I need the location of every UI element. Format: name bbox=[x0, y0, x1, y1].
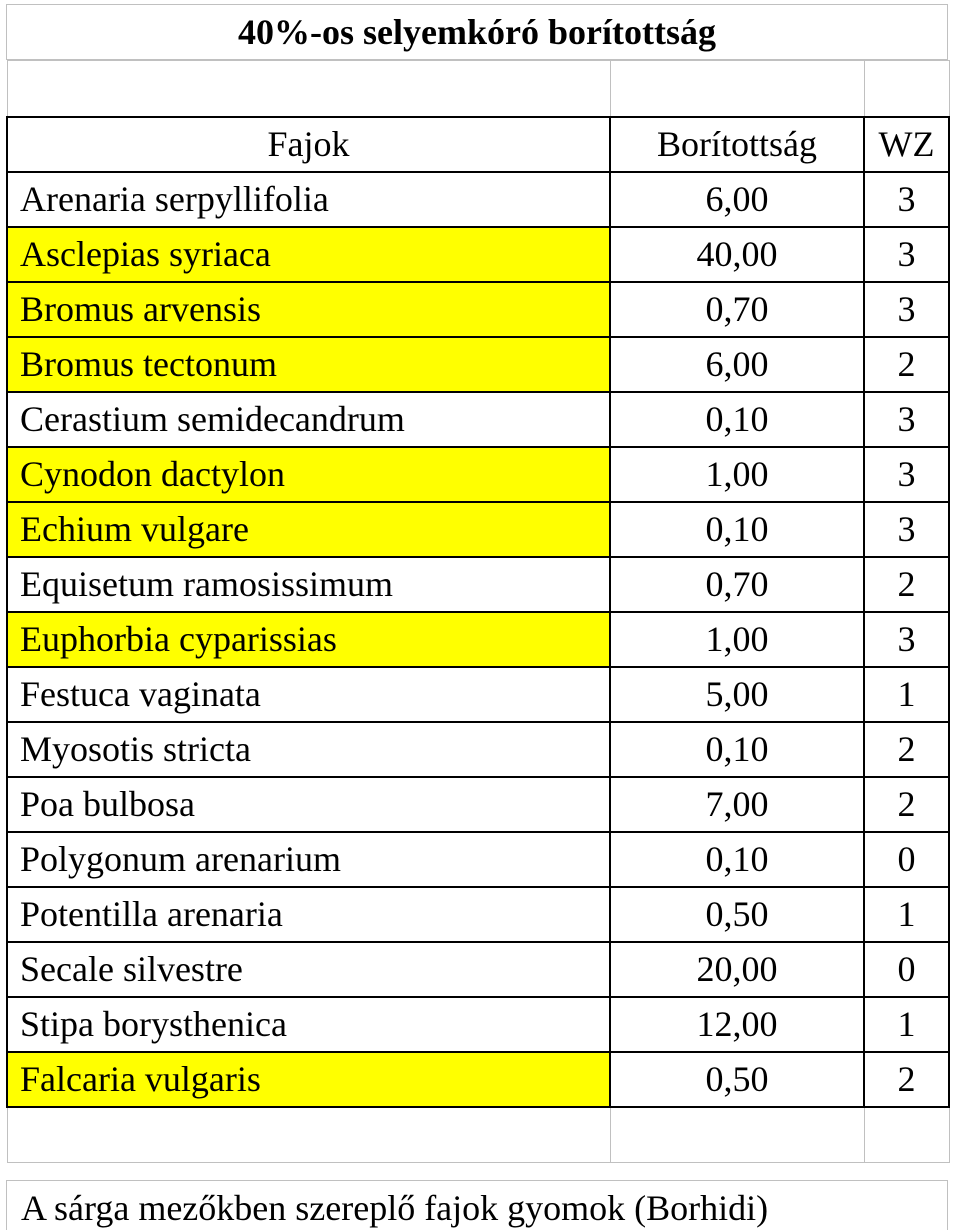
cover-cell[interactable]: 1,00 bbox=[610, 447, 864, 502]
species-cell[interactable]: Arenaria serpyllifolia bbox=[7, 172, 610, 227]
wz-cell[interactable]: 3 bbox=[864, 502, 949, 557]
species-cell[interactable]: Cynodon dactylon bbox=[7, 447, 610, 502]
table-row bbox=[7, 832, 949, 887]
empty-cell[interactable] bbox=[864, 1107, 949, 1163]
cover-cell[interactable]: 20,00 bbox=[610, 942, 864, 997]
cover-cell[interactable]: 0,70 bbox=[610, 557, 864, 612]
cover-cell[interactable]: 1,00 bbox=[610, 612, 864, 667]
cover-cell[interactable]: 0,10 bbox=[610, 392, 864, 447]
cover-cell[interactable]: 7,00 bbox=[610, 777, 864, 832]
wz-cell[interactable]: 3 bbox=[864, 172, 949, 227]
species-cell[interactable]: Potentilla arenaria bbox=[7, 887, 610, 942]
cover-cell[interactable]: 5,00 bbox=[610, 667, 864, 722]
cover-cell[interactable]: 0,10 bbox=[610, 832, 864, 887]
species-cell[interactable]: Asclepias syriaca bbox=[7, 227, 610, 282]
wz-cell[interactable]: 0 bbox=[864, 942, 949, 997]
wz-cell[interactable]: 3 bbox=[864, 392, 949, 447]
header-cover[interactable]: Borítottság bbox=[610, 117, 864, 172]
table-row bbox=[7, 392, 949, 447]
header-wz[interactable]: WZ bbox=[864, 117, 949, 172]
table-row bbox=[7, 1052, 949, 1107]
empty-row bbox=[7, 61, 949, 117]
wz-cell[interactable]: 1 bbox=[864, 887, 949, 942]
footnote: A sárga mezőkben szereplő fajok gyomok (Borhidi) bbox=[6, 1180, 948, 1230]
table-row bbox=[7, 227, 949, 282]
header-species[interactable]: Fajok bbox=[7, 117, 610, 172]
empty-cell[interactable] bbox=[610, 1107, 864, 1163]
wz-cell[interactable]: 3 bbox=[864, 282, 949, 337]
cover-cell[interactable]: 0,70 bbox=[610, 282, 864, 337]
empty-cell[interactable] bbox=[7, 1107, 610, 1163]
cover-cell[interactable]: 0,50 bbox=[610, 887, 864, 942]
table-row bbox=[7, 777, 949, 832]
table-title: 40%-os selyemkóró borítottság bbox=[6, 4, 948, 60]
species-cell[interactable]: Secale silvestre bbox=[7, 942, 610, 997]
species-cell[interactable]: Festuca vaginata bbox=[7, 667, 610, 722]
wz-cell[interactable]: 1 bbox=[864, 667, 949, 722]
wz-cell[interactable]: 2 bbox=[864, 557, 949, 612]
species-cell[interactable]: Stipa borysthenica bbox=[7, 997, 610, 1052]
species-cell[interactable]: Echium vulgare bbox=[7, 502, 610, 557]
table-row bbox=[7, 172, 949, 227]
wz-cell[interactable]: 2 bbox=[864, 1052, 949, 1107]
spreadsheet bbox=[6, 4, 950, 1226]
cover-cell[interactable]: 0,50 bbox=[610, 1052, 864, 1107]
table-row bbox=[7, 997, 949, 1052]
empty-cell[interactable] bbox=[610, 61, 864, 117]
species-cell[interactable]: Myosotis stricta bbox=[7, 722, 610, 777]
species-table bbox=[6, 60, 950, 1163]
empty-cell[interactable] bbox=[7, 61, 610, 117]
species-cell[interactable]: Poa bulbosa bbox=[7, 777, 610, 832]
empty-row bbox=[7, 1107, 949, 1163]
wz-cell[interactable]: 3 bbox=[864, 612, 949, 667]
table-row bbox=[7, 612, 949, 667]
table-row bbox=[7, 942, 949, 997]
table-row bbox=[7, 667, 949, 722]
table-row bbox=[7, 557, 949, 612]
species-cell[interactable]: Bromus arvensis bbox=[7, 282, 610, 337]
cover-cell[interactable]: 0,10 bbox=[610, 502, 864, 557]
wz-cell[interactable]: 3 bbox=[864, 227, 949, 282]
species-cell[interactable]: Bromus tectonum bbox=[7, 337, 610, 392]
species-cell[interactable]: Equisetum ramosissimum bbox=[7, 557, 610, 612]
header-row bbox=[7, 117, 949, 172]
cover-cell[interactable]: 40,00 bbox=[610, 227, 864, 282]
empty-cell[interactable] bbox=[864, 61, 949, 117]
cover-cell[interactable]: 6,00 bbox=[610, 172, 864, 227]
cover-cell[interactable]: 6,00 bbox=[610, 337, 864, 392]
table-row bbox=[7, 887, 949, 942]
cover-cell[interactable]: 0,10 bbox=[610, 722, 864, 777]
table-row bbox=[7, 337, 949, 392]
table-row bbox=[7, 282, 949, 337]
species-cell[interactable]: Euphorbia cyparissias bbox=[7, 612, 610, 667]
species-cell[interactable]: Falcaria vulgaris bbox=[7, 1052, 610, 1107]
wz-cell[interactable]: 2 bbox=[864, 722, 949, 777]
wz-cell[interactable]: 2 bbox=[864, 337, 949, 392]
wz-cell[interactable]: 3 bbox=[864, 447, 949, 502]
table-row bbox=[7, 502, 949, 557]
cover-cell[interactable]: 12,00 bbox=[610, 997, 864, 1052]
wz-cell[interactable]: 0 bbox=[864, 832, 949, 887]
species-cell[interactable]: Cerastium semidecandrum bbox=[7, 392, 610, 447]
species-cell[interactable]: Polygonum arenarium bbox=[7, 832, 610, 887]
wz-cell[interactable]: 2 bbox=[864, 777, 949, 832]
table-row bbox=[7, 722, 949, 777]
wz-cell[interactable]: 1 bbox=[864, 997, 949, 1052]
table-row bbox=[7, 447, 949, 502]
